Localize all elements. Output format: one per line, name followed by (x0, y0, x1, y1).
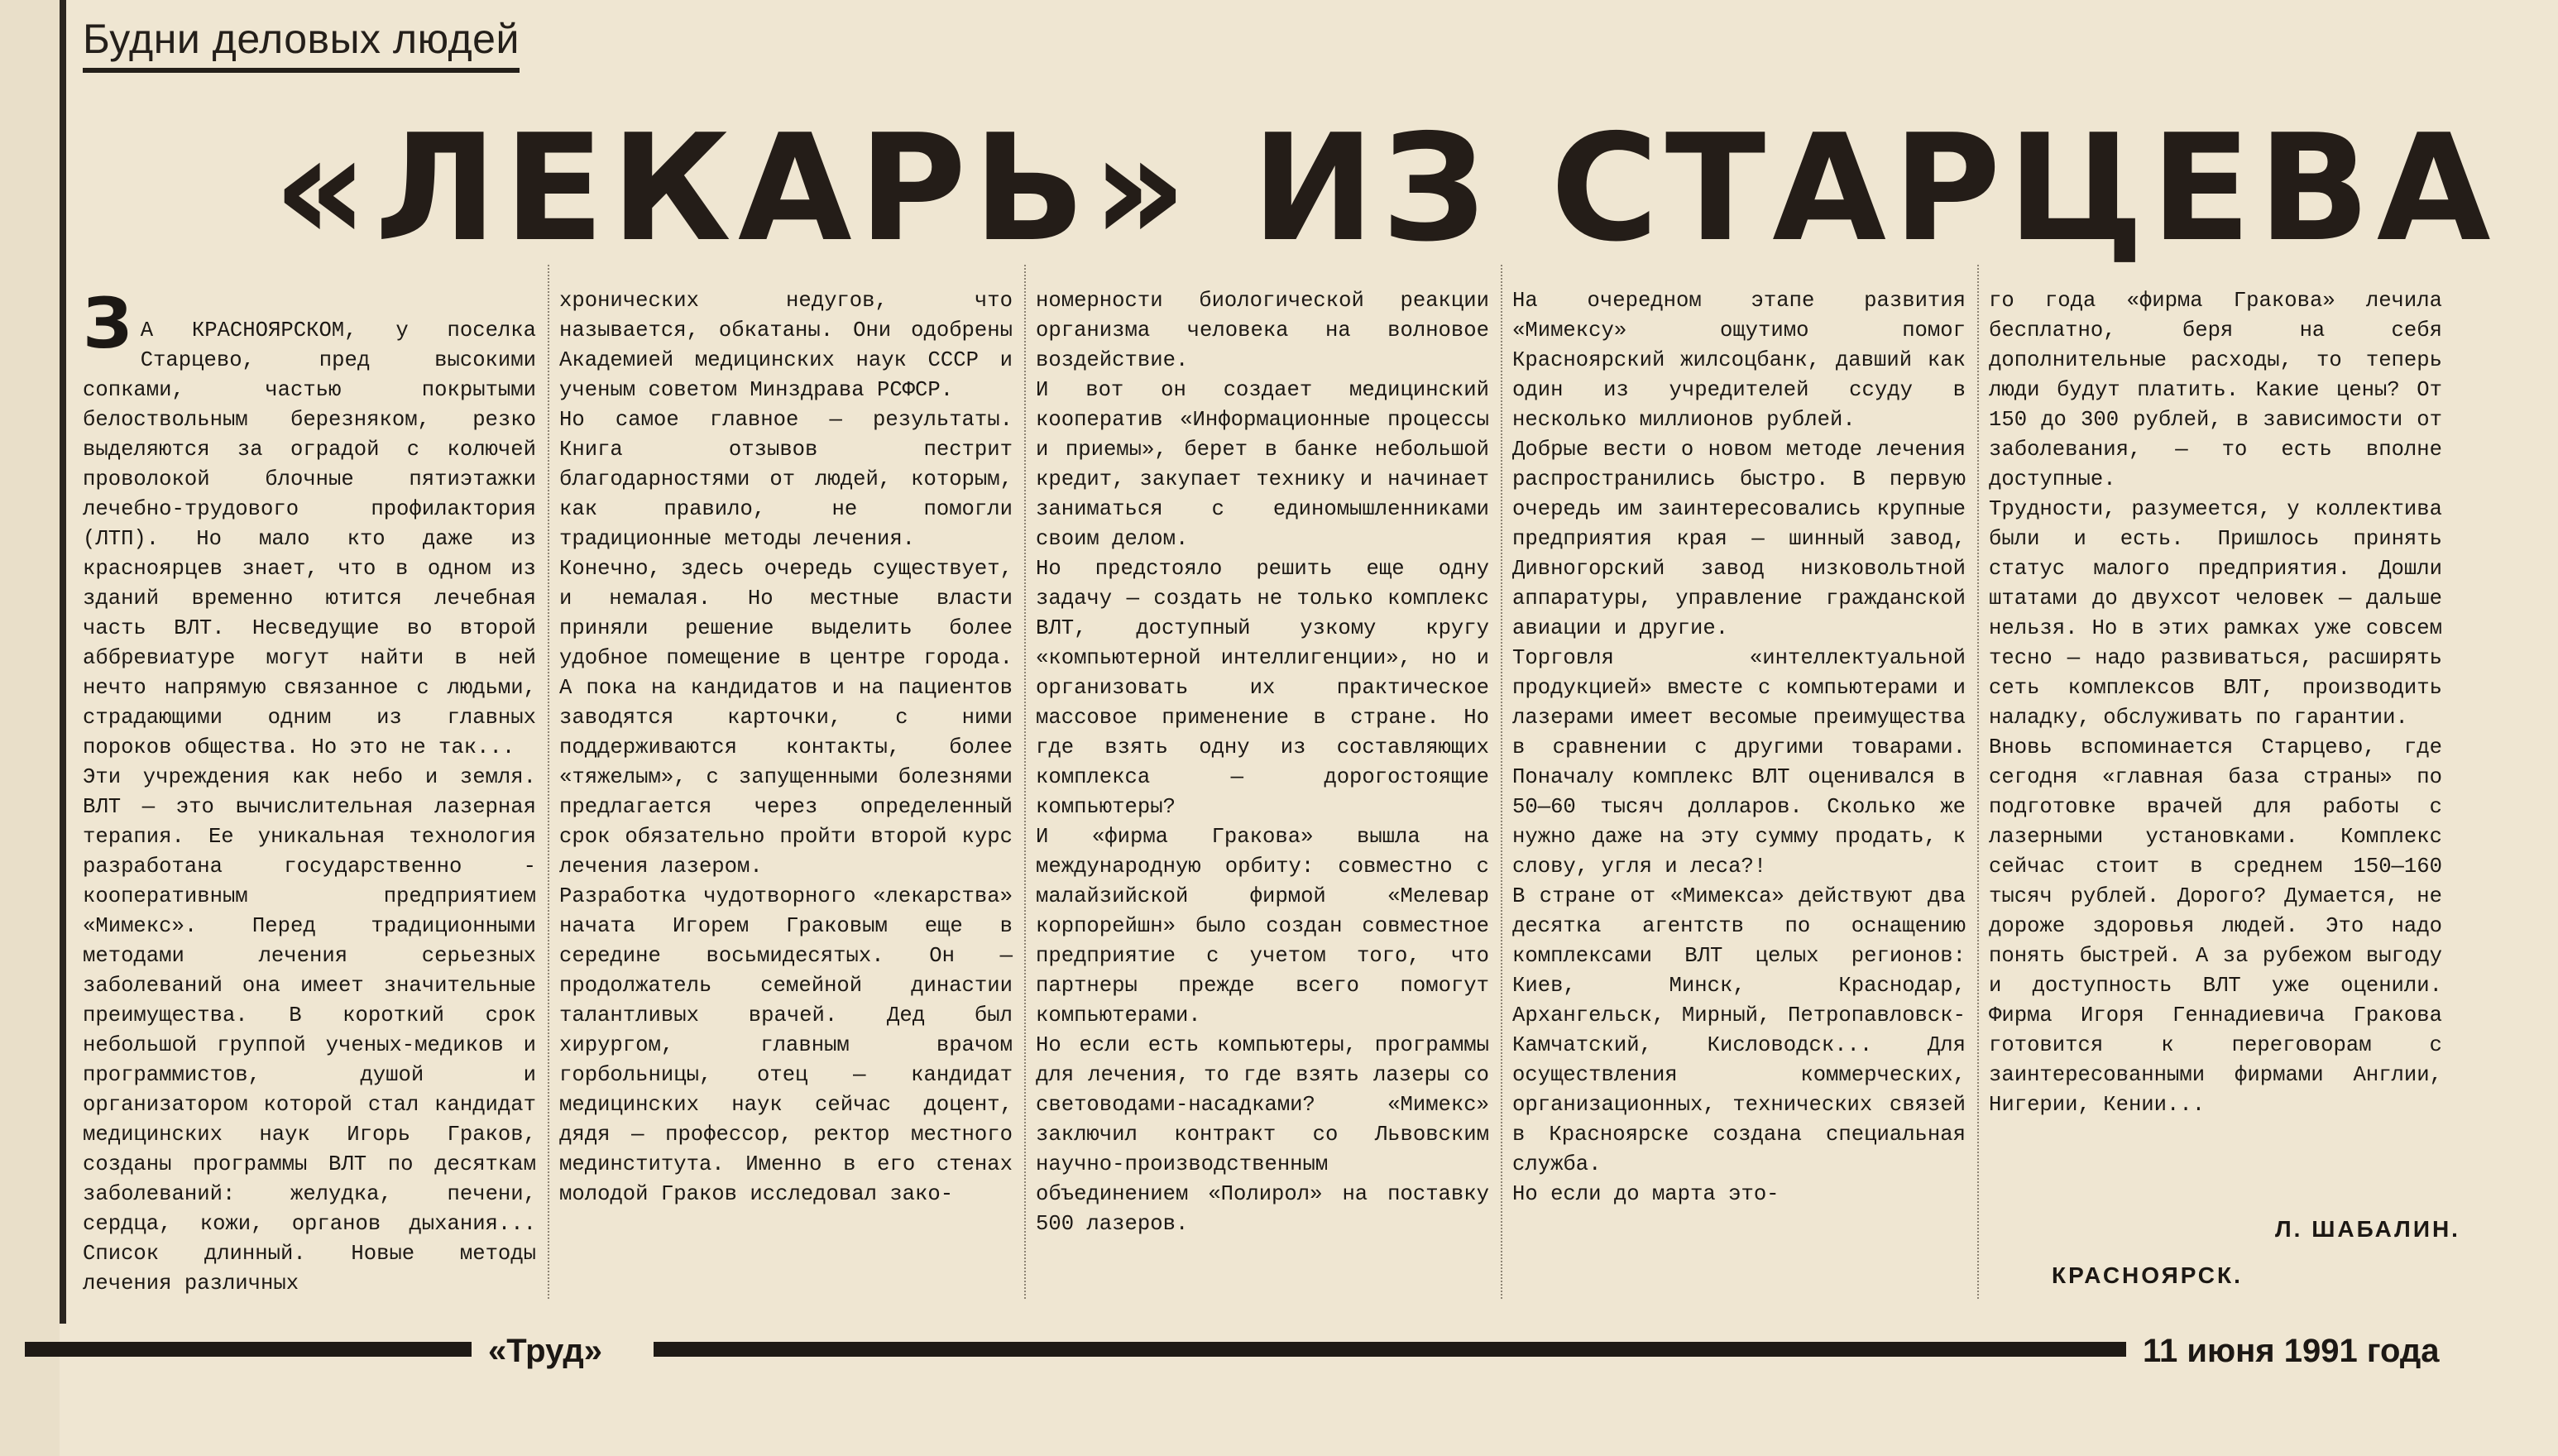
column-3-text: номерности биологической реакции организма человека на волновое воздействие. И вот он создает медицинский кооператив «Информационные процессы и приемы», берет в банке небольшой кредит, закупает технику и начинает заниматься с единомышленниками своим делом. Но предстояло решить еще одну задачу — создать не только комплекс ВЛТ, доступный узкому кругу «компьютерной интеллигенции», но и организовать их практическое массовое применение в стране. Но где взять одну из составляющих комплекса — дорогостоящие компьютеры? И «фирма Гракова» вышла на международную орбиту: совместно с малайзийской фирмой «Мелевар корпорейшн» было создан совместное предприятие с учетом того, что партнеры прежде всего помогут компьютерами. Но если есть компьютеры, программы для лечения, то где взять лазеры со световодами-насадками? «Мимекс» заключил контракт со Львовским научно-производственным объединением «Полирол» на поставку 500 лазеров. (1036, 289, 1489, 1236)
article-column-4 (1512, 256, 1966, 1315)
column-2-text: хронических недугов, что называется, обкатаны. Они одобрены Академией медицинских наук СССР и ученым советом Минздрава РСФСР. Но самое главное — результаты. Книга отзывов пестрит благодарностями от людей, которым, как правило, не помогли традиционные методы лечения. Конечно, здесь очередь существует, и немалая. Но местные власти приняли решение выделить более удобное помещение в центре города. А пока на кандидатов и на пациентов заводятся карточки, с ними поддерживаются контакты, более «тяжелым», с запущенными болезнями предлагается через определенный срок обязательно пройти второй курс лечения лазером. Разработка чудотворного «лекарства» начата Игорем Граковым еще в середине восьмидесятых. Он — продолжатель семейной династии талантливых врачей. Дед был хирургом, главным врачом горбольницы, отец — кандидат медицинских наук сейчас доцент, дядя — профессор, ректор местного мединститута. Именно в его стенах молодой Граков исследовал зако- (559, 289, 1013, 1206)
article-column-2 (559, 256, 1013, 1315)
left-margin-rule (60, 0, 66, 1324)
footer-bar-right (654, 1342, 2126, 1357)
column-1-text: А КРАСНОЯРСКОМ, у поселка Старцево, пред высокими сопками, частью покрытыми белоствольным березняком, резко выделяются за оградой с колючей проволокой блочные пятиэтажки лечебно-трудового профилактория (ЛТП). Но мало кто даже из красноярцев знает, что в одном из зданий временно ютится лечебная часть ВЛТ. Несведущие во второй аббревиатуре могут найти в ней нечто напрямую связанное с людьми, страдающими одним из главных пороков общества. Но это не так... Эти учреждения как небо и земля. ВЛТ — это вычислительная лазерная терапия. Ее уникальная технология разработана государственно - кооперативным предприятием «Мимекс». Перед традиционными методами лечения серьезных заболеваний она имеет значительные преимущества. В короткий срок небольшой группой ученых-медиков и программистов, душой и организатором которой стал кандидат медицинских наук Игорь Граков, созданы программы ВЛТ по десяткам заболеваний: желудка, печени, сердца, кожи, органов дыхания... Список длинный. Новые методы лечения различных (83, 318, 536, 1296)
article-headline: «ЛЕКАРЬ» ИЗ СТАРЦЕВА (273, 103, 2498, 274)
column-divider (548, 265, 549, 1299)
dateline-city: КРАСНОЯРСК. (2052, 1262, 2243, 1288)
footer-band (25, 1330, 2515, 1372)
column-divider (1501, 265, 1502, 1299)
drop-cap: З (83, 283, 132, 364)
left-margin-strip (0, 0, 60, 1456)
author-signature: Л. ШАБАЛИН. (2275, 1216, 2460, 1242)
article-body (83, 256, 2498, 1315)
article-column-5 (1989, 256, 2442, 1175)
rubric-label: Будни деловых людей (83, 15, 520, 73)
column-4-text: На очередном этапе развития «Мимексу» ощутимо помог Красноярский жилсоцбанк, давший как один из учредителей ссуду в несколько миллионов рублей. Добрые вести о новом методе лечения распространились быстро. В первую очередь им заинтересовались крупные предприятия края — шинный завод, Дивногорский завод низковольтной аппаратуры, управление гражданской авиации и другие. Торговля «интеллектуальной продукцией» вместе с компьютерами и лазерами имеет весомые преимущества в сравнении с другими товарами. Поначалу комплекс ВЛТ оценивался в 50—60 тысяч долларов. Сколько же нужно даже на эту сумму продать, к слову, угля и леса?! В стране от «Мимекса» действуют два десятка агентств по оснащению комплексами ВЛТ целых регионов: Киев, Минск, Краснодар, Архангельск, Мирный, Петропавловск-Камчатский, Кисловодск... Для осуществления коммерческих, организационных, технических связей в Красноярске создана специальная служба. Но если до марта это- (1512, 289, 1966, 1206)
newspaper-name: «Труд» (488, 1333, 602, 1369)
column-divider (1977, 265, 1979, 1299)
footer-bar-left (25, 1342, 472, 1357)
column-5-text: го года «фирма Гракова» лечила бесплатно, беря на себя дополнительные расходы, то теперь люди будут платить. Какие цены? От 150 до 300 рублей, в зависимости от заболевания, — то есть вполне доступные. Трудности, разумеется, у коллектива были и есть. Пришлось принять статус малого предприятия. Дошли штатами до двухсот человек — дальше нельзя. Но в этих рамках уже совсем тесно — надо развиваться, расширять сеть комплексов ВЛТ, производить наладку, обслуживать по гарантии. Вновь вспоминается Старцево, где сегодня «главная база страны» по подготовке врачей для работы с лазерными установками. Комплекс сейчас стоит в среднем 150—160 тысяч рублей. Дорого? Думается, не дороже здоровья людей. Это надо понять быстрей. А за рубежом выгоду и доступность ВЛТ уже оценили. Фирма Игоря Геннадиевича Гракова готовится к переговорам с заинтересованными фирмами Англии, Нигерии, Кении... (1989, 289, 2442, 1117)
article-column-3 (1036, 256, 1489, 1315)
article-column-1 (83, 256, 536, 1315)
column-divider (1024, 265, 1026, 1299)
issue-date: 11 июня 1991 года (2143, 1333, 2440, 1369)
